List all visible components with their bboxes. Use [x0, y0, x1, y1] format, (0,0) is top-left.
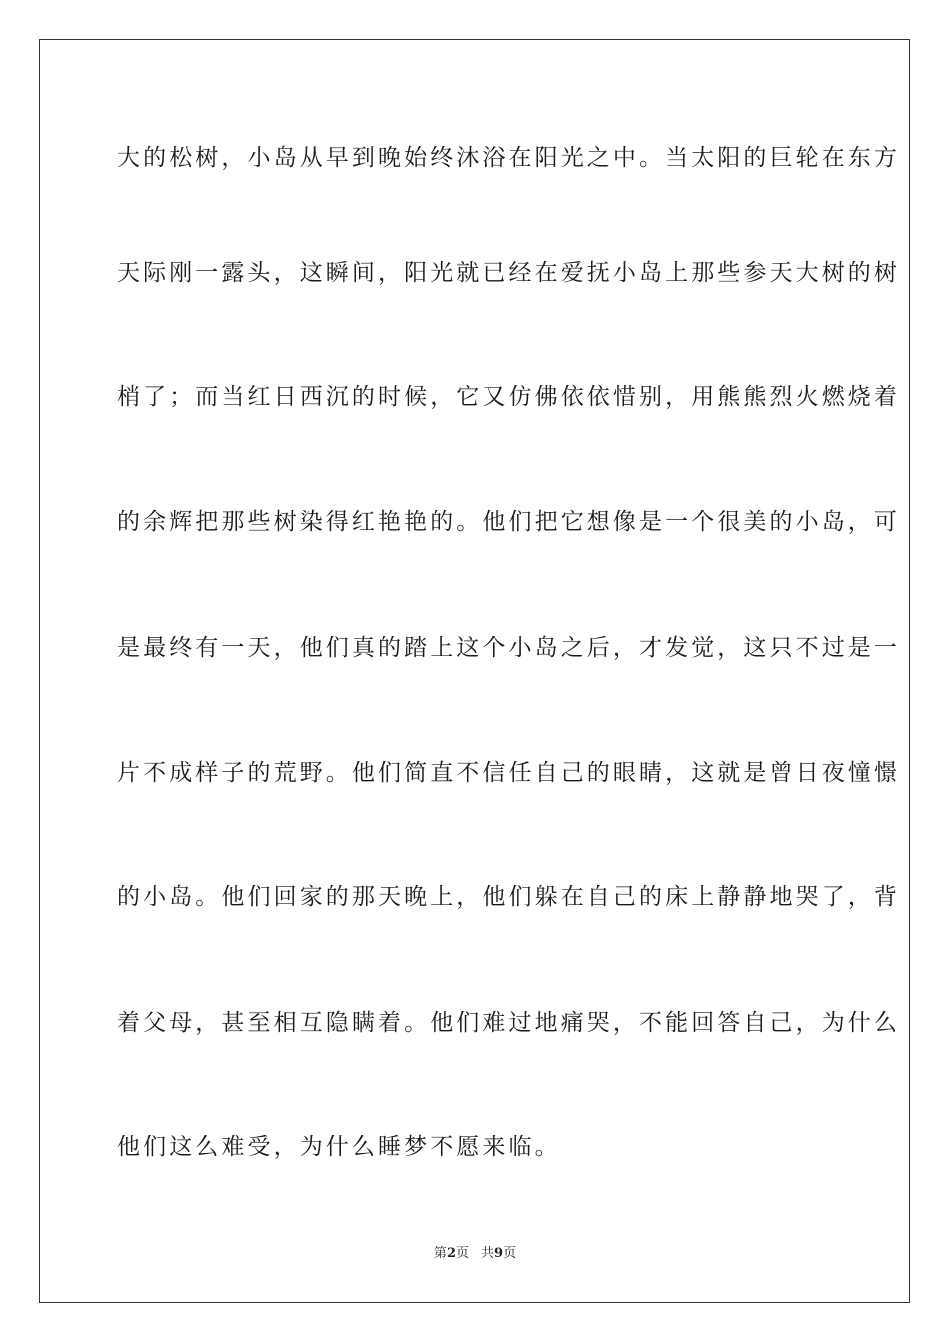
- page-border: [39, 39, 910, 1303]
- text-line-6: 片不成样子的荒野。他们简直不信任自己的眼睛，这就是曾日夜憧憬: [117, 760, 900, 786]
- text-line-3: 梢了；而当红日西沉的时候，它又仿佛依依惜别，用熊熊烈火燃烧着: [117, 384, 900, 410]
- page-prefix: 第: [433, 1246, 447, 1261]
- total-prefix: 共: [481, 1246, 495, 1261]
- text-line-9: 他们这么难受，为什么睡梦不愿来临。: [117, 1134, 561, 1160]
- text-line-2: 天际刚一露头，这瞬间，阳光就已经在爱抚小岛上那些参天大树的树: [117, 260, 900, 286]
- page-suffix: 页: [455, 1246, 469, 1261]
- text-line-1: 大的松树，小岛从早到晚始终沐浴在阳光之中。当太阳的巨轮在东方: [117, 145, 900, 171]
- total-pages: 9: [494, 1246, 504, 1261]
- text-line-8: 着父母，甚至相互隐瞒着。他们难过地痛哭，不能回答自己，为什么: [117, 1010, 900, 1036]
- page-number: 2: [446, 1246, 456, 1261]
- text-line-7: 的小岛。他们回家的那天晚上，他们躲在自己的床上静静地哭了，背: [117, 884, 900, 910]
- page-footer: [0, 1245, 950, 1263]
- total-suffix: 页: [503, 1246, 517, 1261]
- text-line-5: 是最终有一天，他们真的踏上这个小岛之后，才发觉，这只不过是一: [117, 635, 900, 661]
- text-line-4: 的余辉把那些树染得红艳艳的。他们把它想像是一个很美的小岛，可: [117, 509, 900, 535]
